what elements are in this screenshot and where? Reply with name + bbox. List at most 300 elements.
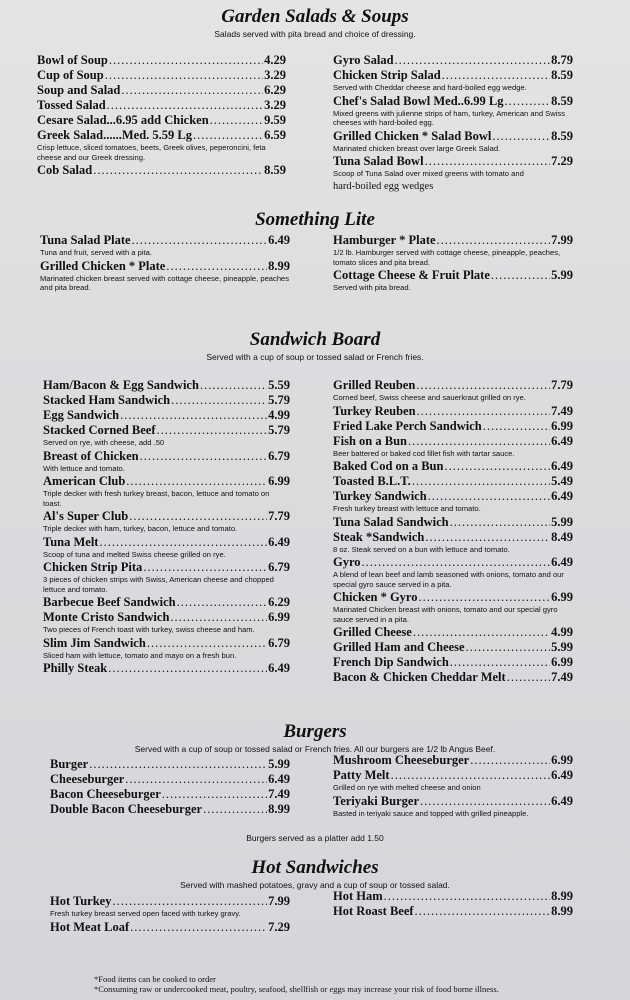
menu-item-name: Fish on a Bun	[333, 433, 407, 448]
menu-item-price: 6.29	[268, 595, 290, 609]
dot-leader	[417, 404, 551, 419]
dot-leader	[105, 68, 263, 83]
menu-item-price: 6.49	[551, 433, 573, 448]
menu-item-description: 1/2 lb. Hamburger served with cottage cheese, pineapple, peaches, tomato slices and pita bread.	[333, 248, 561, 267]
menu-item	[333, 68, 573, 93]
dot-leader	[492, 129, 550, 144]
menu-item-name: Soup and Salad	[37, 83, 121, 97]
menu-item-line	[50, 920, 290, 935]
menu-item	[37, 83, 286, 98]
menu-item	[333, 753, 573, 768]
menu-item-name: Chicken Strip Salad	[333, 68, 441, 82]
menu-item-price: 7.79	[551, 378, 573, 392]
menu-item	[40, 259, 290, 293]
menu-item-line	[333, 794, 573, 809]
menu-item	[333, 404, 573, 419]
menu-item-name: Grilled Reuben	[333, 378, 416, 392]
menu-item	[333, 555, 573, 589]
dot-leader	[428, 489, 550, 504]
dot-leader	[177, 595, 267, 610]
menu-item-line	[333, 515, 573, 530]
menu-item	[333, 268, 573, 293]
menu-item	[333, 530, 573, 555]
menu-item-price: 4.29	[264, 53, 286, 67]
menu-item	[333, 378, 573, 403]
menu-item-line	[333, 753, 573, 768]
menu-item-name: Cup of Soup	[37, 68, 104, 82]
menu-item	[50, 772, 290, 787]
menu-item-line	[333, 625, 573, 640]
menu-item-description: Mixed greens with julienne strips of ham, turkey, American and Swiss cheeses with hard-boiled egg.	[333, 108, 565, 127]
menu-item-price: 8.99	[551, 889, 573, 903]
menu-item-price: 8.99	[268, 802, 290, 816]
menu-item-line	[333, 404, 573, 419]
menu-item-description: Served on rye, with cheese, add .50	[43, 438, 165, 447]
dot-leader	[395, 53, 551, 68]
menu-item-price: 6.99	[268, 474, 290, 488]
menu-item-description: Basted in teriyaki sauce and topped with grilled pineapple.	[333, 808, 529, 818]
menu-item-line	[333, 268, 573, 283]
menu-item-line	[333, 129, 573, 144]
dot-leader	[132, 233, 268, 248]
dot-leader	[470, 753, 550, 768]
dot-leader	[130, 920, 267, 935]
dot-leader	[505, 94, 551, 109]
salads-right-column	[333, 53, 573, 194]
menu-item-price: 8.99	[551, 904, 573, 918]
dot-leader	[450, 655, 550, 670]
menu-item	[37, 128, 286, 162]
menu-item-name: Hamburger * Plate	[333, 233, 436, 247]
menu-item-name: Teriyaki Burger	[333, 793, 419, 808]
menu-item-name: Gyro Salad	[333, 53, 394, 67]
dot-leader	[413, 625, 550, 640]
dot-leader	[147, 636, 267, 651]
menu-item-line	[333, 889, 573, 904]
section-title: Hot Sandwiches	[251, 857, 379, 878]
dot-leader	[408, 434, 550, 449]
menu-item-price: 8.99	[268, 258, 290, 273]
menu-item	[333, 94, 573, 128]
dot-leader	[419, 590, 551, 605]
menu-item-line	[37, 53, 286, 68]
menu-item-name: Breast of Chicken	[43, 448, 139, 463]
section-subtitle: Salads served with pita bread and choice of dressing.	[214, 29, 416, 39]
dot-leader	[415, 904, 551, 919]
menu-item-price: 6.79	[268, 635, 290, 650]
menu-item-name: Chicken * Gyro	[333, 590, 418, 604]
menu-item-name: Tuna Salad Bowl	[333, 154, 424, 168]
menu-item-price: 7.79	[268, 509, 290, 523]
dot-leader	[157, 423, 268, 438]
menu-item	[50, 787, 290, 802]
menu-item-line	[43, 393, 290, 408]
menu-item-price: 6.99	[551, 590, 573, 604]
menu-item-price: 7.29	[268, 919, 290, 934]
menu-item-description: hard-boiled egg wedges	[333, 180, 434, 192]
menu-item-price: 7.49	[551, 670, 573, 684]
menu-item-line	[333, 655, 573, 670]
menu-item-price: 7.99	[551, 233, 573, 247]
menu-item-line	[43, 595, 290, 610]
menu-item-description: Scoop of tuna and melted Swiss cheese grilled on rye.	[43, 549, 226, 559]
menu-item-name: Gyro	[333, 555, 361, 569]
section-burgers	[0, 721, 630, 755]
section-subtitle: Served with a cup of soup or tossed salad or French fries. All our burgers are 1/2 lb Angus Beef.	[134, 744, 496, 754]
menu-item-line	[43, 535, 290, 550]
menu-item-name: Barbecue Beef Sandwich	[43, 595, 176, 609]
menu-item-line	[333, 768, 573, 783]
menu-item	[43, 636, 290, 661]
menu-item-description: Sliced ham with lettuce, tomato and mayo on a fresh bun.	[43, 650, 237, 660]
menu-item-name: Cesare Salad...6.95 add Chicken	[37, 113, 209, 127]
menu-item-description: Marinated chicken breast served with cottage cheese, pineapple, peaches and pita bread.	[40, 273, 290, 292]
menu-item-name: Mushroom Cheeseburger	[333, 753, 470, 767]
menu-item-name: Bacon & Chicken Cheddar Melt	[333, 670, 506, 684]
dot-leader	[166, 259, 267, 274]
menu-item-name: Chicken Strip Pita	[43, 560, 143, 574]
dot-leader	[125, 772, 267, 787]
menu-item-line	[333, 378, 573, 393]
dot-leader	[362, 555, 551, 570]
menu-item	[43, 423, 290, 448]
menu-item	[333, 640, 573, 655]
dot-leader	[99, 535, 267, 550]
menu-item-name: Baked Cod on a Bun	[333, 459, 444, 473]
menu-item	[333, 53, 573, 68]
menu-item-line	[333, 459, 573, 474]
footer-notes	[94, 974, 499, 994]
dot-leader	[112, 894, 267, 909]
menu-item-description: Marinated chicken breast over large Greek Salad.	[333, 143, 501, 153]
dot-leader	[107, 98, 263, 113]
menu-item	[37, 68, 286, 83]
burgers-left-column	[50, 757, 290, 817]
menu-item	[43, 509, 290, 534]
dot-leader	[416, 378, 550, 393]
menu-item-price: 9.59	[264, 113, 286, 127]
menu-item-name: Turkey Reuben	[333, 403, 416, 418]
menu-item	[37, 53, 286, 68]
menu-item-price: 8.59	[264, 163, 286, 177]
menu-item-price: 8.59	[551, 128, 573, 143]
menu-item-line	[333, 474, 573, 489]
menu-item-line	[50, 757, 290, 772]
menu-item-price: 8.79	[551, 53, 573, 67]
menu-item	[333, 904, 573, 919]
menu-item-price: 6.49	[551, 793, 573, 808]
menu-item-name: Burger	[50, 757, 89, 771]
menu-item	[333, 233, 573, 267]
menu-item-price: 6.99	[551, 753, 573, 767]
menu-item-description: With lettuce and tomato.	[43, 463, 125, 473]
menu-item-description: Beer battered or baked cod fillet fish with tartar sauce.	[333, 448, 515, 458]
menu-item-price: 5.99	[268, 757, 290, 771]
dot-leader	[491, 268, 550, 283]
section-subtitle: Served with mashed potatoes, gravy and a cup of soup or tossed salad.	[180, 880, 450, 890]
menu-item	[43, 560, 290, 594]
section-title: Sandwich Board	[249, 329, 381, 350]
menu-item-line	[43, 378, 290, 393]
footer-note: *Food items can be cooked to order	[94, 974, 216, 984]
menu-item-price: 6.49	[551, 459, 573, 473]
menu-item-price: 6.79	[268, 560, 290, 574]
section-title: Burgers	[283, 721, 347, 742]
menu-item-name: Tuna Salad Plate	[40, 233, 131, 247]
menu-item-name: Greek Salad......Med. 5.59 Lg	[37, 128, 192, 142]
menu-item-price: 5.99	[551, 268, 573, 282]
menu-item	[333, 419, 573, 434]
menu-item-name: Bowl of Soup	[37, 53, 108, 67]
menu-item-name: Toasted B.L.T.	[333, 474, 411, 488]
dot-leader	[425, 530, 550, 545]
menu-item-price: 8.59	[551, 68, 573, 82]
menu-item-name: Hot Ham	[333, 889, 383, 903]
menu-item	[333, 768, 573, 793]
menu-item-line	[43, 610, 290, 625]
dot-leader	[93, 163, 263, 178]
hot-right-column	[333, 889, 573, 919]
menu-item-price: 6.59	[264, 128, 286, 142]
menu-item-line	[43, 560, 290, 575]
menu-item-description: 3 pieces of chicken strips with Swiss, American cheese and chopped lettuce and tomato.	[43, 575, 274, 594]
menu-item-name: Cob Salad	[37, 163, 93, 177]
menu-item	[333, 670, 573, 685]
menu-item-price: 5.99	[551, 640, 573, 654]
salads-left-column	[37, 53, 286, 178]
menu-item-price: 6.99	[268, 610, 290, 624]
menu-item-line	[333, 53, 573, 68]
menu-item	[50, 894, 290, 919]
dot-leader	[109, 53, 263, 68]
menu-item-description: Fresh turkey breast with lettuce and tomato.	[333, 504, 481, 513]
dot-leader	[89, 757, 267, 772]
menu-item-description: Marinated Chicken breast with onions, tomato and our special gyro sauce served in a pita.	[333, 605, 558, 624]
menu-item-line	[40, 259, 290, 274]
menu-item-description: Fresh turkey breast served open faced with turkey gravy.	[50, 909, 241, 918]
dot-leader	[507, 670, 550, 685]
menu-item-line	[43, 449, 290, 464]
menu-item	[37, 163, 286, 178]
menu-item	[333, 590, 573, 624]
menu-item-description: A blend of lean beef and lamb seasoned with onions, tomato and our special gyro sauce served in a pita.	[333, 570, 564, 589]
dot-leader	[391, 768, 551, 783]
menu-item	[50, 802, 290, 817]
menu-item-line	[43, 636, 290, 651]
dot-leader	[420, 794, 550, 809]
menu-item-price: 5.59	[268, 378, 290, 392]
menu-item	[333, 129, 573, 154]
dot-leader	[171, 393, 267, 408]
section-sandwich-board	[0, 329, 630, 363]
menu-item-description: Served with Cheddar cheese and hard-boiled egg wedge.	[333, 83, 527, 92]
burgers-right-column	[333, 753, 573, 819]
menu-item-line	[333, 68, 573, 83]
menu-item-line	[333, 489, 573, 504]
menu-item-line	[43, 423, 290, 438]
sandwich-right-column	[333, 378, 573, 685]
menu-item	[333, 434, 573, 459]
menu-item	[333, 794, 573, 819]
menu-item-description: Triple decker with ham, turkey, bacon, lettuce and tomato.	[43, 524, 238, 533]
footer-note: *Consuming raw or undercooked meat, poultry, seafood, shellfish or eggs may increase your risk of food borne illness.	[94, 984, 499, 994]
menu-item-line	[333, 434, 573, 449]
dot-leader	[450, 515, 551, 530]
menu-item-name: Slim Jim Sandwich	[43, 635, 146, 650]
dot-leader	[444, 459, 550, 474]
menu-item-line	[43, 509, 290, 524]
dot-leader	[140, 449, 268, 464]
menu-item-name: Tuna Salad Sandwich	[333, 514, 449, 529]
menu-item-price: 6.99	[551, 418, 573, 433]
menu-item-line	[43, 661, 290, 676]
menu-item-description: Served with pita bread.	[333, 283, 411, 292]
dot-leader	[193, 128, 263, 143]
section-subtitle: Served with a cup of soup or tossed salad or French fries.	[206, 352, 424, 362]
menu-item-price: 5.79	[268, 393, 290, 407]
menu-item-description: Corned beef, Swiss cheese and sauerkraut grilled on rye.	[333, 393, 526, 402]
section-hot-sandwiches	[0, 857, 630, 891]
menu-item-line	[40, 233, 290, 248]
menu-item-line	[333, 670, 573, 685]
menu-item	[333, 474, 573, 489]
lite-left-column	[40, 233, 290, 294]
menu-item	[333, 625, 573, 640]
menu-item-description: Grilled on rye with melted cheese and onion	[333, 783, 481, 792]
menu-item-name: Turkey Sandwich	[333, 489, 427, 503]
dot-leader	[121, 83, 263, 98]
menu-item-price: 7.49	[551, 403, 573, 418]
menu-item-price: 5.49	[551, 474, 573, 488]
menu-item-price: 6.79	[268, 448, 290, 463]
menu-item-description: Two pieces of French toast with turkey, swiss cheese and ham.	[43, 625, 255, 634]
menu-item-name: Grilled Chicken * Plate	[40, 258, 166, 273]
menu-item-price: 7.99	[268, 894, 290, 908]
section-something-lite	[0, 209, 630, 231]
dot-leader	[143, 560, 267, 575]
menu-item-price: 3.29	[264, 68, 286, 82]
section-title: Garden Salads & Soups	[221, 6, 409, 27]
menu-item-line	[333, 555, 573, 570]
menu-item-line	[333, 94, 573, 109]
dot-leader	[437, 233, 551, 248]
menu-item-description: Crisp lettuce, sliced tomatoes, beets, Greek olives, peperoncini, feta cheese and our Greek dressing.	[37, 143, 266, 162]
menu-item	[43, 378, 290, 393]
menu-item	[333, 459, 573, 474]
menu-item	[50, 757, 290, 772]
menu-item-line	[333, 233, 573, 248]
dot-leader	[200, 378, 267, 393]
menu-item-line	[37, 163, 286, 178]
menu-item-name: Bacon Cheeseburger	[50, 787, 161, 801]
menu-item-name: Al's Super Club	[43, 509, 129, 523]
menu-item-price: 6.49	[268, 661, 290, 675]
menu-item-name: Cottage Cheese & Fruit Plate	[333, 268, 490, 282]
menu-item-price: 6.49	[551, 555, 573, 569]
dot-leader	[120, 408, 267, 423]
menu-item-name: Steak *Sandwich	[333, 529, 425, 544]
menu-item-price: 6.49	[551, 768, 573, 782]
menu-item-price: 4.99	[551, 625, 573, 639]
menu-item-line	[37, 83, 286, 98]
menu-item-name: Philly Steak	[43, 661, 108, 675]
menu-item	[40, 233, 290, 258]
menu-item-price: 8.49	[551, 529, 573, 544]
hot-left-column	[50, 894, 290, 935]
menu-item	[37, 113, 286, 128]
menu-item-price: 8.59	[551, 93, 573, 108]
menu-item-line	[43, 408, 290, 423]
burgers-platter-note: Burgers served as a platter add 1.50	[246, 833, 384, 843]
menu-item-line	[333, 419, 573, 434]
menu-item-name: Egg Sandwich	[43, 408, 120, 422]
menu-item-line	[37, 113, 286, 128]
menu-item-price: 6.99	[551, 655, 573, 669]
menu-item	[333, 655, 573, 670]
menu-item-line	[333, 154, 573, 169]
menu-item-name: Grilled Chicken * Salad Bowl	[333, 128, 492, 143]
menu-item	[333, 154, 573, 193]
menu-item	[43, 408, 290, 423]
menu-item	[50, 920, 290, 935]
menu-item-price: 6.49	[268, 534, 290, 549]
menu-item	[43, 393, 290, 408]
menu-item-description: Triple decker with fresh turkey breast, bacon, lettuce and tomato on toast.	[43, 489, 270, 508]
menu-item-line	[50, 787, 290, 802]
menu-item-price: 6.49	[551, 489, 573, 503]
menu-item	[43, 595, 290, 610]
menu-item	[333, 515, 573, 530]
dot-leader	[466, 640, 551, 655]
menu-item-price: 7.49	[268, 787, 290, 801]
menu-item	[43, 661, 290, 676]
menu-item	[333, 489, 573, 514]
menu-item-name: American Club	[43, 474, 126, 488]
menu-item-line	[50, 802, 290, 817]
menu-item-name: Stacked Corned Beef	[43, 423, 156, 437]
menu-item-price: 5.99	[551, 514, 573, 529]
menu-item-description: Scoop of Tuna Salad over mixed greens with tomato and	[333, 169, 524, 178]
menu-item	[43, 535, 290, 560]
menu-item-name: Monte Cristo Sandwich	[43, 610, 170, 624]
menu-item	[43, 474, 290, 508]
dot-leader	[412, 474, 550, 489]
menu-item-name: French Dip Sandwich	[333, 655, 449, 669]
menu-item-price: 6.29	[264, 83, 286, 97]
menu-item	[43, 449, 290, 474]
dot-leader	[425, 154, 551, 169]
menu-item-name: Grilled Cheese	[333, 625, 412, 639]
menu-item-description: Tuna and fruit, served with a pita.	[40, 248, 152, 257]
menu-item-line	[37, 68, 286, 83]
menu-item-name: Cheeseburger	[50, 772, 125, 786]
menu-item-line	[37, 128, 286, 143]
dot-leader	[126, 474, 267, 489]
menu-item-line	[333, 530, 573, 545]
menu-item-name: Patty Melt	[333, 768, 390, 782]
menu-item-name: Ham/Bacon & Egg Sandwich	[43, 378, 199, 392]
dot-leader	[203, 802, 267, 817]
menu-item-name: Stacked Ham Sandwich	[43, 393, 171, 407]
menu-item-line	[333, 904, 573, 919]
section-garden-salads	[0, 6, 630, 40]
menu-item	[333, 889, 573, 904]
dot-leader	[210, 113, 263, 128]
menu-item-price: 5.79	[268, 423, 290, 437]
menu-item-name: Hot Roast Beef	[333, 904, 414, 918]
lite-right-column	[333, 233, 573, 294]
menu-item-name: Fried Lake Perch Sandwich	[333, 418, 482, 433]
